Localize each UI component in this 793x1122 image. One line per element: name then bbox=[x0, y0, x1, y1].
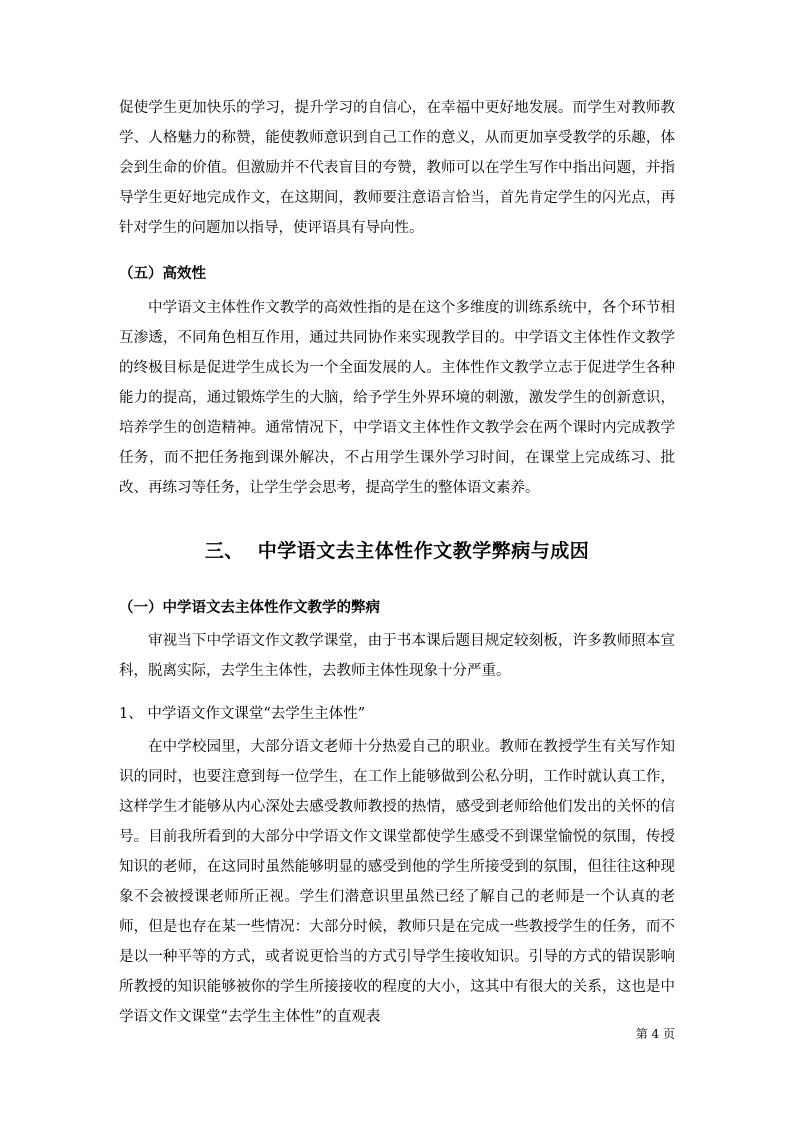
body-column bbox=[119, 293, 675, 503]
page-number: 第 4 页 bbox=[635, 1027, 675, 1041]
paragraph-efficiency: 中学语文主体性作文教学的高效性指的是在这个多维度的训练系统中，各个环节相互渗透，不同角色相互作用，通过共同协作来实现教学目的。中学语文主体性作文教学的终极目标是促进学生成长为一个全面发展的人。主体性作文教学立志于促进学生各种能力的提高，通过锻炼学生的大脑，给予学生外界环境的刺激，激发学生的创新意识，培养学生的创造精神。通常情况下，中学语文主体性作文教学会在两个课时内完成教学任务，而不把任务拖到课外解决，不占用学生课外学习时间，在课堂上完成练习、批改、再练习等任务，让学生学会思考，提高学生的整体语文素养。 bbox=[119, 300, 675, 496]
body-column bbox=[119, 732, 675, 1032]
body-column bbox=[119, 626, 675, 686]
heading-drawbacks: （一）中学语文去主体性作文教学的弊病 bbox=[119, 599, 380, 616]
paragraph-campus: 在中学校园里，大部分语文老师十分热爱自己的职业。教师在教授学生有关写作知识的同时，也要注意到每一位学生，在工作上能够做到公私分明，工作时就认真工作，这样学生才能够从内心深处去感受教师教授的热情，感受到老师给他们发出的关怀的信号。目前我所看到的大部分中学语文作文课堂都使学生感受不到课堂愉悦的氛围，传授知识的老师，在这同时虽然能够明显的感受到他的学生所接受到的氛围，但往往这种现象不会被授课老师所正视。学生们潜意识里虽然已经了解自己的老师是一个认真的老师，但是也存在某一些情况：大部分时候，教师只是在完成一些教授学生的任务，而不是以一种平等的方式，或者说更恰当的方式引导学生接收知识。引导的方式的错误影响所教授的知识能够被你的学生所接接收的程度的大小，这其中有很大的关系，这也是中学语文作文课堂“去学生主体性”的直观表 bbox=[119, 739, 675, 1025]
section-number: 三、 bbox=[204, 540, 244, 562]
body-column bbox=[119, 93, 675, 243]
heading-block bbox=[119, 259, 675, 289]
section-title: 中学语文去主体性作文教学弊病与成因 bbox=[257, 540, 590, 562]
section-three-heading bbox=[119, 536, 675, 566]
heading-block bbox=[119, 593, 675, 623]
heading-efficiency: （五）高效性 bbox=[119, 265, 206, 282]
subheading-student-subjectivity: 1、 中学语文作文课堂“去学生主体性” bbox=[119, 706, 366, 722]
section-heading-block bbox=[119, 536, 675, 566]
paragraph-continuation: 促使学生更加快乐的学习，提升学习的自信心，在幸福中更好地发展。而学生对教师教学、人格魅力的称赞，能使教师意识到自己工作的意义，从而更加享受教学的乐趣，体会到生命的价值。但激励并不代表盲目的夸赞，教师可以在学生写作中指出问题，并指导学生更好地完成作文，在这期间，教师要注意语言恰当，首先肯定学生的闪光点，再针对学生的问题加以指导，使评语具有导向性。 bbox=[119, 100, 675, 236]
subheading-block bbox=[119, 699, 675, 729]
paragraph-review: 审视当下中学语文作文教学课堂，由于书本课后题目规定较刻板，许多教师照本宣科，脱离实际，去学生主体性，去教师主体性现象十分严重。 bbox=[119, 633, 675, 679]
